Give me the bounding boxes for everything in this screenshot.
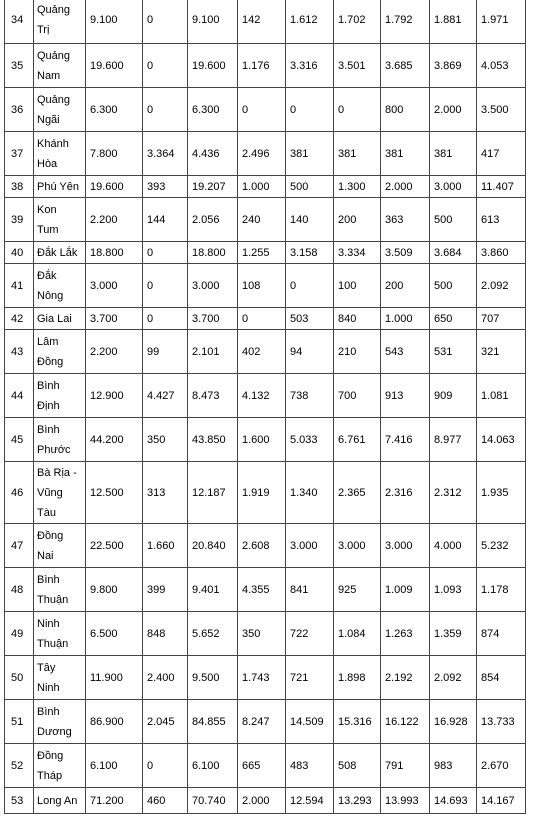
col-9-cell: 2.092 bbox=[477, 264, 526, 308]
col-total-cell: 19.600 bbox=[86, 176, 143, 198]
col-6-cell: 700 bbox=[334, 374, 381, 418]
col-5-cell: 841 bbox=[286, 568, 334, 612]
col-4-cell: 1.000 bbox=[238, 176, 286, 198]
col-2-cell: 0 bbox=[143, 44, 188, 88]
row-number-cell: 34 bbox=[5, 0, 34, 44]
col-9-cell: 1.935 bbox=[477, 462, 526, 524]
col-8-cell: 1.093 bbox=[430, 568, 477, 612]
col-5-cell: 94 bbox=[286, 330, 334, 374]
col-2-cell: 99 bbox=[143, 330, 188, 374]
col-5-cell: 0 bbox=[286, 88, 334, 132]
col-7-cell: 800 bbox=[381, 88, 430, 132]
table-row bbox=[5, 132, 526, 176]
col-7-cell: 363 bbox=[381, 198, 430, 242]
col-7-cell: 16.122 bbox=[381, 700, 430, 744]
col-total-cell: 19.600 bbox=[86, 44, 143, 88]
col-total-cell: 7.800 bbox=[86, 132, 143, 176]
col-6-cell: 6.761 bbox=[334, 418, 381, 462]
col-total-cell: 11.900 bbox=[86, 656, 143, 700]
col-3-cell: 43.850 bbox=[188, 418, 238, 462]
table-row bbox=[5, 612, 526, 656]
col-2-cell: 2.045 bbox=[143, 700, 188, 744]
col-5-cell: 500 bbox=[286, 176, 334, 198]
col-8-cell: 3.000 bbox=[430, 176, 477, 198]
col-3-cell: 8.473 bbox=[188, 374, 238, 418]
table-row bbox=[5, 744, 526, 788]
col-9-cell: 3.860 bbox=[477, 242, 526, 264]
table-row bbox=[5, 418, 526, 462]
col-9-cell: 707 bbox=[477, 308, 526, 330]
col-4-cell: 1.600 bbox=[238, 418, 286, 462]
row-number-cell: 51 bbox=[5, 700, 34, 744]
col-5-cell: 3.316 bbox=[286, 44, 334, 88]
col-4-cell: 2.496 bbox=[238, 132, 286, 176]
row-number-cell: 47 bbox=[5, 524, 34, 568]
col-8-cell: 1.359 bbox=[430, 612, 477, 656]
province-name-cell: Gia Lai bbox=[34, 308, 86, 330]
col-9-cell: 854 bbox=[477, 656, 526, 700]
province-name-cell: Đồng Nai bbox=[34, 524, 86, 568]
row-number-cell: 40 bbox=[5, 242, 34, 264]
col-3-cell: 70.740 bbox=[188, 788, 238, 814]
col-8-cell: 2.000 bbox=[430, 88, 477, 132]
col-7-cell: 3.000 bbox=[381, 524, 430, 568]
col-total-cell: 86.900 bbox=[86, 700, 143, 744]
col-4-cell: 665 bbox=[238, 744, 286, 788]
province-name-cell: Bình Phước bbox=[34, 418, 86, 462]
province-name-cell: Lâm Đồng bbox=[34, 330, 86, 374]
col-3-cell: 9.100 bbox=[188, 0, 238, 44]
col-4-cell: 142 bbox=[238, 0, 286, 44]
table-row bbox=[5, 462, 526, 524]
col-9-cell: 4.053 bbox=[477, 44, 526, 88]
table-row bbox=[5, 374, 526, 418]
col-8-cell: 2.092 bbox=[430, 656, 477, 700]
col-6-cell: 1.702 bbox=[334, 0, 381, 44]
row-number-cell: 45 bbox=[5, 418, 34, 462]
col-7-cell: 2.000 bbox=[381, 176, 430, 198]
col-total-cell: 3.700 bbox=[86, 308, 143, 330]
col-3-cell: 3.700 bbox=[188, 308, 238, 330]
col-7-cell: 7.416 bbox=[381, 418, 430, 462]
col-total-cell: 2.200 bbox=[86, 198, 143, 242]
col-total-cell: 44.200 bbox=[86, 418, 143, 462]
col-5-cell: 503 bbox=[286, 308, 334, 330]
table-row bbox=[5, 0, 526, 44]
col-2-cell: 0 bbox=[143, 264, 188, 308]
col-4-cell: 4.355 bbox=[238, 568, 286, 612]
province-name-cell: Đắk Nông bbox=[34, 264, 86, 308]
col-2-cell: 460 bbox=[143, 788, 188, 814]
col-5-cell: 381 bbox=[286, 132, 334, 176]
province-name-cell: Bà Rịa - Vũng Tàu bbox=[34, 462, 86, 524]
col-8-cell: 3.869 bbox=[430, 44, 477, 88]
province-name-cell: Phú Yên bbox=[34, 176, 86, 198]
col-4-cell: 1.176 bbox=[238, 44, 286, 88]
province-name-cell: Quảng Trị bbox=[34, 0, 86, 44]
col-2-cell: 4.427 bbox=[143, 374, 188, 418]
col-6-cell: 3.501 bbox=[334, 44, 381, 88]
col-3-cell: 9.500 bbox=[188, 656, 238, 700]
col-3-cell: 6.100 bbox=[188, 744, 238, 788]
col-5-cell: 722 bbox=[286, 612, 334, 656]
col-6-cell: 15.316 bbox=[334, 700, 381, 744]
province-name-cell: Ninh Thuận bbox=[34, 612, 86, 656]
col-5-cell: 140 bbox=[286, 198, 334, 242]
col-total-cell: 6.500 bbox=[86, 612, 143, 656]
row-number-cell: 36 bbox=[5, 88, 34, 132]
col-9-cell: 2.670 bbox=[477, 744, 526, 788]
col-6-cell: 210 bbox=[334, 330, 381, 374]
col-3-cell: 18.800 bbox=[188, 242, 238, 264]
col-9-cell: 14.167 bbox=[477, 788, 526, 814]
province-name-cell: Tây Ninh bbox=[34, 656, 86, 700]
col-4-cell: 1.919 bbox=[238, 462, 286, 524]
row-number-cell: 49 bbox=[5, 612, 34, 656]
row-number-cell: 48 bbox=[5, 568, 34, 612]
col-6-cell: 100 bbox=[334, 264, 381, 308]
col-3-cell: 84.855 bbox=[188, 700, 238, 744]
col-3-cell: 19.600 bbox=[188, 44, 238, 88]
col-9-cell: 14.063 bbox=[477, 418, 526, 462]
col-total-cell: 18.800 bbox=[86, 242, 143, 264]
col-2-cell: 848 bbox=[143, 612, 188, 656]
table-row bbox=[5, 264, 526, 308]
table-row bbox=[5, 568, 526, 612]
col-3-cell: 2.056 bbox=[188, 198, 238, 242]
table-row bbox=[5, 524, 526, 568]
col-2-cell: 350 bbox=[143, 418, 188, 462]
col-8-cell: 531 bbox=[430, 330, 477, 374]
col-5-cell: 1.612 bbox=[286, 0, 334, 44]
col-7-cell: 3.509 bbox=[381, 242, 430, 264]
col-total-cell: 6.100 bbox=[86, 744, 143, 788]
col-5-cell: 5.033 bbox=[286, 418, 334, 462]
province-name-cell: Bình Dương bbox=[34, 700, 86, 744]
col-total-cell: 9.800 bbox=[86, 568, 143, 612]
row-number-cell: 46 bbox=[5, 462, 34, 524]
col-5-cell: 3.000 bbox=[286, 524, 334, 568]
row-number-cell: 41 bbox=[5, 264, 34, 308]
col-5-cell: 721 bbox=[286, 656, 334, 700]
province-table bbox=[4, 0, 526, 814]
row-number-cell: 39 bbox=[5, 198, 34, 242]
col-total-cell: 22.500 bbox=[86, 524, 143, 568]
col-6-cell: 1.898 bbox=[334, 656, 381, 700]
table-row bbox=[5, 700, 526, 744]
col-6-cell: 508 bbox=[334, 744, 381, 788]
col-total-cell: 12.500 bbox=[86, 462, 143, 524]
province-name-cell: Đắk Lắk bbox=[34, 242, 86, 264]
col-2-cell: 1.660 bbox=[143, 524, 188, 568]
col-6-cell: 0 bbox=[334, 88, 381, 132]
col-7-cell: 3.685 bbox=[381, 44, 430, 88]
col-6-cell: 2.365 bbox=[334, 462, 381, 524]
col-4-cell: 108 bbox=[238, 264, 286, 308]
province-name-cell: Bình Thuận bbox=[34, 568, 86, 612]
table-row bbox=[5, 242, 526, 264]
col-4-cell: 1.255 bbox=[238, 242, 286, 264]
col-6-cell: 381 bbox=[334, 132, 381, 176]
col-7-cell: 543 bbox=[381, 330, 430, 374]
col-4-cell: 2.000 bbox=[238, 788, 286, 814]
col-8-cell: 14.693 bbox=[430, 788, 477, 814]
col-3-cell: 6.300 bbox=[188, 88, 238, 132]
col-2-cell: 0 bbox=[143, 242, 188, 264]
col-2-cell: 3.364 bbox=[143, 132, 188, 176]
col-9-cell: 13.733 bbox=[477, 700, 526, 744]
col-5-cell: 12.594 bbox=[286, 788, 334, 814]
col-total-cell: 2.200 bbox=[86, 330, 143, 374]
col-6-cell: 3.334 bbox=[334, 242, 381, 264]
col-5-cell: 1.340 bbox=[286, 462, 334, 524]
col-3-cell: 12.187 bbox=[188, 462, 238, 524]
col-2-cell: 0 bbox=[143, 88, 188, 132]
col-9-cell: 417 bbox=[477, 132, 526, 176]
col-total-cell: 6.300 bbox=[86, 88, 143, 132]
col-9-cell: 11.407 bbox=[477, 176, 526, 198]
col-4-cell: 8.247 bbox=[238, 700, 286, 744]
col-7-cell: 200 bbox=[381, 264, 430, 308]
row-number-cell: 53 bbox=[5, 788, 34, 814]
col-3-cell: 5.652 bbox=[188, 612, 238, 656]
col-6-cell: 925 bbox=[334, 568, 381, 612]
col-9-cell: 874 bbox=[477, 612, 526, 656]
col-5-cell: 14.509 bbox=[286, 700, 334, 744]
col-8-cell: 4.000 bbox=[430, 524, 477, 568]
table-row bbox=[5, 198, 526, 242]
col-7-cell: 791 bbox=[381, 744, 430, 788]
col-2-cell: 0 bbox=[143, 0, 188, 44]
row-number-cell: 52 bbox=[5, 744, 34, 788]
col-9-cell: 321 bbox=[477, 330, 526, 374]
col-4-cell: 350 bbox=[238, 612, 286, 656]
province-name-cell: Long An bbox=[34, 788, 86, 814]
col-2-cell: 393 bbox=[143, 176, 188, 198]
col-6-cell: 13.293 bbox=[334, 788, 381, 814]
table-row bbox=[5, 788, 526, 814]
row-number-cell: 37 bbox=[5, 132, 34, 176]
row-number-cell: 43 bbox=[5, 330, 34, 374]
col-total-cell: 9.100 bbox=[86, 0, 143, 44]
table-body bbox=[5, 0, 526, 814]
col-9-cell: 1.971 bbox=[477, 0, 526, 44]
col-6-cell: 840 bbox=[334, 308, 381, 330]
col-8-cell: 16.928 bbox=[430, 700, 477, 744]
col-8-cell: 8.977 bbox=[430, 418, 477, 462]
province-name-cell: Quảng Nam bbox=[34, 44, 86, 88]
col-9-cell: 613 bbox=[477, 198, 526, 242]
col-4-cell: 0 bbox=[238, 88, 286, 132]
col-2-cell: 2.400 bbox=[143, 656, 188, 700]
col-4-cell: 402 bbox=[238, 330, 286, 374]
col-6-cell: 200 bbox=[334, 198, 381, 242]
col-total-cell: 3.000 bbox=[86, 264, 143, 308]
province-name-cell: Đồng Tháp bbox=[34, 744, 86, 788]
col-5-cell: 3.158 bbox=[286, 242, 334, 264]
col-7-cell: 2.316 bbox=[381, 462, 430, 524]
col-7-cell: 2.192 bbox=[381, 656, 430, 700]
col-8-cell: 3.684 bbox=[430, 242, 477, 264]
col-total-cell: 71.200 bbox=[86, 788, 143, 814]
col-3-cell: 19.207 bbox=[188, 176, 238, 198]
col-5-cell: 738 bbox=[286, 374, 334, 418]
col-2-cell: 0 bbox=[143, 744, 188, 788]
col-6-cell: 3.000 bbox=[334, 524, 381, 568]
table-row bbox=[5, 656, 526, 700]
col-3-cell: 9.401 bbox=[188, 568, 238, 612]
col-6-cell: 1.300 bbox=[334, 176, 381, 198]
col-7-cell: 1.009 bbox=[381, 568, 430, 612]
col-6-cell: 1.084 bbox=[334, 612, 381, 656]
col-3-cell: 3.000 bbox=[188, 264, 238, 308]
col-2-cell: 0 bbox=[143, 308, 188, 330]
table-row bbox=[5, 308, 526, 330]
col-4-cell: 240 bbox=[238, 198, 286, 242]
row-number-cell: 35 bbox=[5, 44, 34, 88]
col-4-cell: 1.743 bbox=[238, 656, 286, 700]
col-4-cell: 4.132 bbox=[238, 374, 286, 418]
col-3-cell: 2.101 bbox=[188, 330, 238, 374]
col-3-cell: 20.840 bbox=[188, 524, 238, 568]
col-8-cell: 983 bbox=[430, 744, 477, 788]
col-7-cell: 1.792 bbox=[381, 0, 430, 44]
col-8-cell: 2.312 bbox=[430, 462, 477, 524]
row-number-cell: 50 bbox=[5, 656, 34, 700]
col-9-cell: 3.500 bbox=[477, 88, 526, 132]
col-8-cell: 909 bbox=[430, 374, 477, 418]
col-8-cell: 500 bbox=[430, 198, 477, 242]
col-4-cell: 2.608 bbox=[238, 524, 286, 568]
province-name-cell: Khánh Hòa bbox=[34, 132, 86, 176]
col-7-cell: 913 bbox=[381, 374, 430, 418]
col-8-cell: 500 bbox=[430, 264, 477, 308]
col-2-cell: 399 bbox=[143, 568, 188, 612]
col-7-cell: 13.993 bbox=[381, 788, 430, 814]
col-9-cell: 5.232 bbox=[477, 524, 526, 568]
row-number-cell: 42 bbox=[5, 308, 34, 330]
col-9-cell: 1.081 bbox=[477, 374, 526, 418]
col-total-cell: 12.900 bbox=[86, 374, 143, 418]
table-row bbox=[5, 330, 526, 374]
table-row bbox=[5, 44, 526, 88]
col-8-cell: 650 bbox=[430, 308, 477, 330]
row-number-cell: 44 bbox=[5, 374, 34, 418]
col-5-cell: 483 bbox=[286, 744, 334, 788]
province-name-cell: Quảng Ngãi bbox=[34, 88, 86, 132]
province-name-cell: Bình Định bbox=[34, 374, 86, 418]
table-row bbox=[5, 176, 526, 198]
col-9-cell: 1.178 bbox=[477, 568, 526, 612]
row-number-cell: 38 bbox=[5, 176, 34, 198]
col-7-cell: 381 bbox=[381, 132, 430, 176]
col-8-cell: 1.881 bbox=[430, 0, 477, 44]
col-7-cell: 1.000 bbox=[381, 308, 430, 330]
col-3-cell: 4.436 bbox=[188, 132, 238, 176]
col-7-cell: 1.263 bbox=[381, 612, 430, 656]
table-row bbox=[5, 88, 526, 132]
col-2-cell: 144 bbox=[143, 198, 188, 242]
col-8-cell: 381 bbox=[430, 132, 477, 176]
province-name-cell: Kon Tum bbox=[34, 198, 86, 242]
col-2-cell: 313 bbox=[143, 462, 188, 524]
col-4-cell: 0 bbox=[238, 308, 286, 330]
col-5-cell: 0 bbox=[286, 264, 334, 308]
